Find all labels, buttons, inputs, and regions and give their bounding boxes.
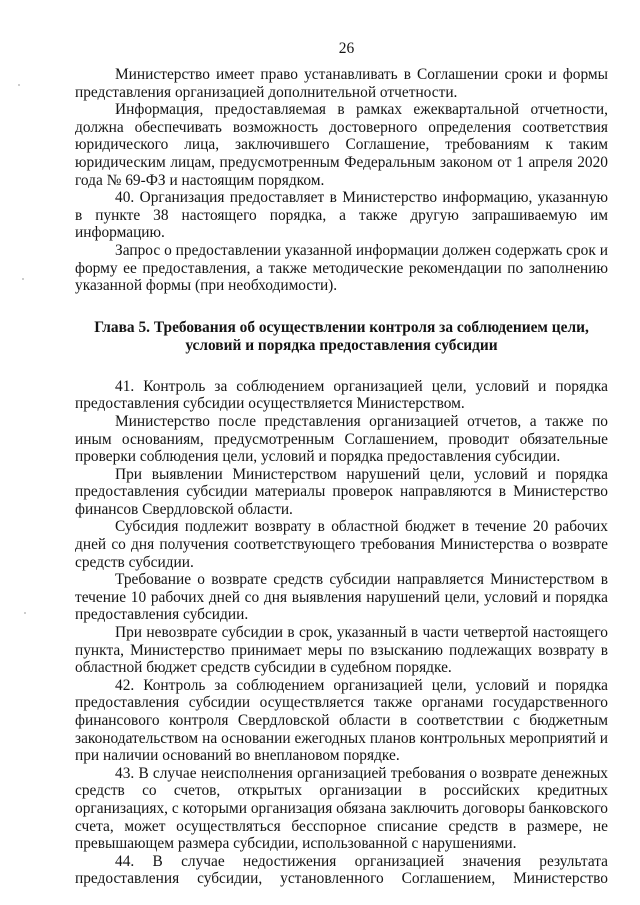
paragraph: 40. Организация предоставляет в Министерство информацию, указанную в пункте 38 настоящего порядка, а также другую запрашиваемую им информацию. xyxy=(75,189,608,242)
paragraph: 44. В случае недостижения организацией значения результата предоставления субсидии, установленного Соглашением, Министерство xyxy=(75,852,608,888)
chapter-heading-line-2: условий и порядка предоставления субсидии xyxy=(185,336,498,354)
paragraph: Требование о возврате средств субсидии направляется Министерством в течение 10 рабочих дней со дня выявления нарушений цели, условий и порядка предоставления субсидии. xyxy=(75,571,608,624)
paragraph: Информация, предоставляемая в рамках ежеквартальной отчетности, должна обеспечивать возможность достоверного определения соответствия юридического лица, заключившего Соглашение, требованиям к таким юридическим лицам, предусмотренным Федеральным законом от 1 апреля 2020 года № 69-ФЗ и настоящим порядком. xyxy=(75,101,608,189)
paragraph: 41. Контроль за соблюдением организацией цели, условий и порядка предоставления субсидии осуществляется Министерством. xyxy=(75,377,608,413)
paragraph: Запрос о предоставлении указанной информации должен содержать срок и форму ее предоставления, а также методические рекомендации по заполнению указанной формы (при необходимости). xyxy=(75,241,608,295)
chapter-heading-line-1: Глава 5. Требования об осуществлении контроля за соблюдением цели, xyxy=(94,318,589,336)
scan-artifact-dot xyxy=(18,84,20,86)
chapter-heading xyxy=(75,319,608,355)
paragraph: При выявлении Министерством нарушений цели, условий и порядка предоставления субсидии материалы проверок направляются в Министерство финансов Свердловской области. xyxy=(75,465,608,518)
scan-artifact-dot xyxy=(24,612,26,614)
paragraph: Субсидия подлежит возврату в областной бюджет в течение 20 рабочих дней со дня получения соответствующего требования Министерства о возврате средств субсидии. xyxy=(75,518,608,571)
document-body xyxy=(75,66,608,888)
paragraph: При невозврате субсидии в срок, указанный в части четвертой настоящего пункта, Министерство принимает меры по взысканию подлежащих возврату в областной бюджет средств субсидии в судебном порядке. xyxy=(75,624,608,677)
page-number: 26 xyxy=(338,40,355,57)
paragraph: Министерство после представления организацией отчетов, а также по иным основаниям, предусмотренным Соглашением, проводит обязательные проверки соблюдения цели, условий и порядка предоставления субсидии. xyxy=(75,412,608,466)
paragraph: 43. В случае неисполнения организацией требования о возврате денежных средств со счетов, открытых организации в российских кредитных организациях, с которыми организация обязана заключить договоры банковского счета, может осуществляться бесспорное списание средств в размере, не превышающем размера субсидии, использованной с нарушениями. xyxy=(75,764,608,853)
paragraph: Министерство имеет право устанавливать в Соглашении сроки и формы представления организацией дополнительной отчетности. xyxy=(75,66,608,101)
paragraph: 42. Контроль за соблюдением организацией цели, условий и порядка предоставления субсидии осуществляется также органами государственного финансового контроля Свердловской области в соответствии с бюджетным законодательством на основании ежегодных планов контрольных мероприятий и при наличии оснований во внеплановом порядке. xyxy=(75,676,608,765)
scan-artifact-dot xyxy=(22,278,24,280)
